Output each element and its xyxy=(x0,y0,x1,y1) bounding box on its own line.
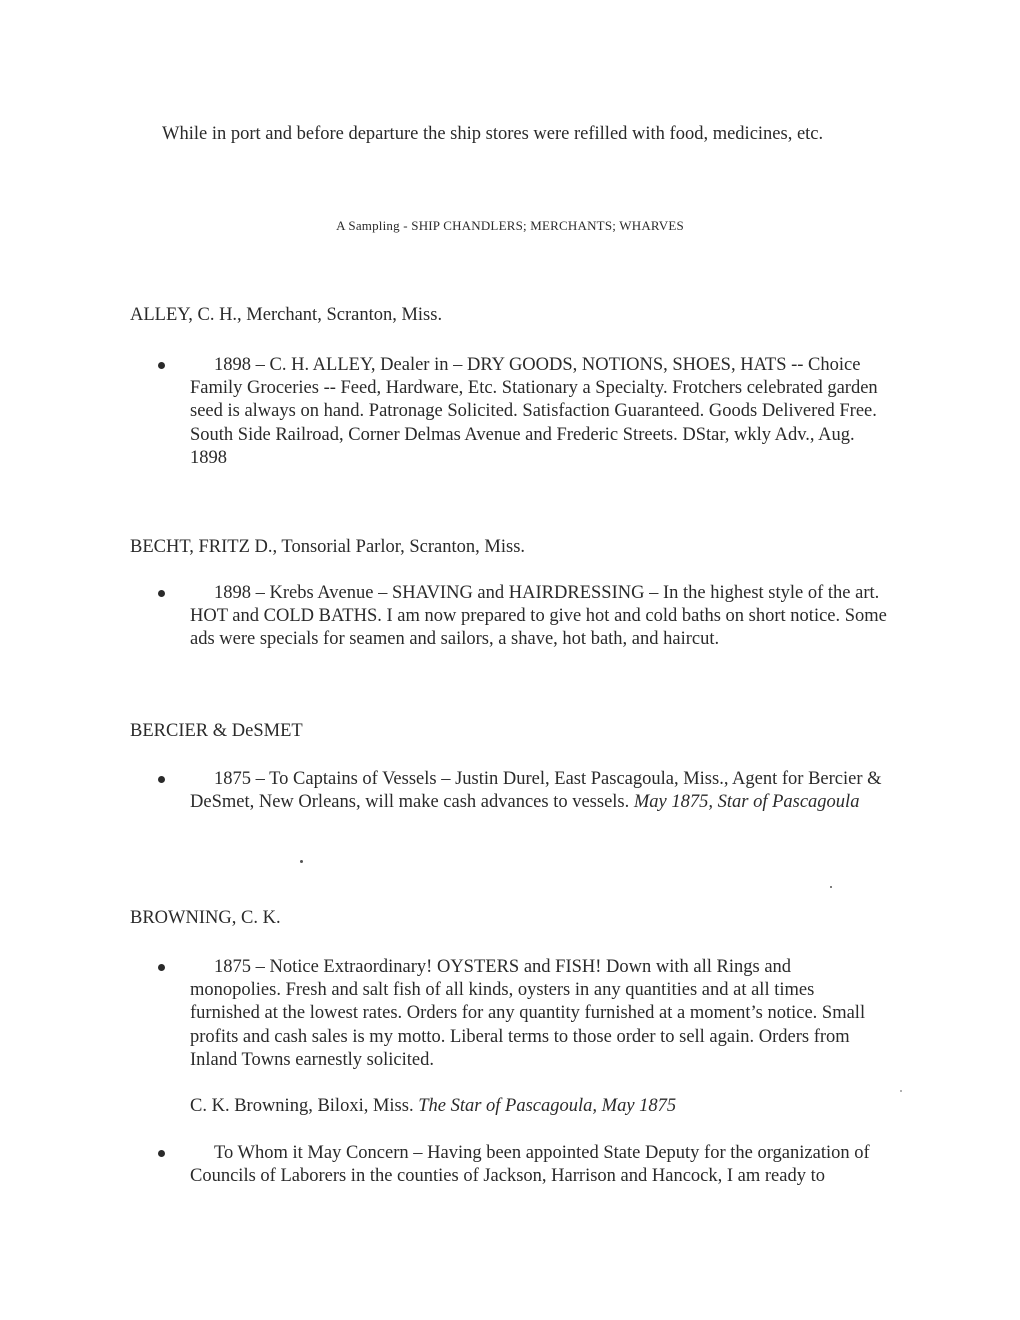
entry-heading-alley: ALLEY, C. H., Merchant, Scranton, Miss. xyxy=(130,305,443,325)
scan-speck xyxy=(830,886,832,888)
bullet-icon xyxy=(158,362,165,369)
entry-text-becht: 1898 – Krebs Avenue – SHAVING and HAIRDRESSING – In the highest style of the art. HOT and COLD BATHS. I am now prepared to give hot and cold baths on short notice. Some ads were specials for seamen and sailors, a shave, hot bath, and haircut. xyxy=(190,583,887,650)
signature-line: C. K. Browning, Biloxi, Miss. The Star of Pascagoula, May 1875 xyxy=(190,1096,677,1116)
bullet-icon xyxy=(158,964,165,971)
entry-text-browning-2: To Whom it May Concern – Having been appointed State Deputy for the organization of Councils of Laborers in the counties of Jackson, Harrison and Hancock, I am ready to xyxy=(190,1143,870,1187)
entry-heading-browning: BROWNING, C. K. xyxy=(130,908,281,928)
entry-text-bercier: 1875 – To Captains of Vessels – Justin Durel, East Pascagoula, Miss., Agent for Bercier & DeSmet, New Orleans, will make cash advances to vessels. May 1875, Star of Pascagoula xyxy=(190,769,882,813)
bullet-icon xyxy=(158,1150,165,1157)
entry-heading-becht: BECHT, FRITZ D., Tonsorial Parlor, Scranton, Miss. xyxy=(130,537,526,557)
bullet-icon xyxy=(158,776,165,783)
scan-speck xyxy=(300,860,303,863)
intro-text: While in port and before departure the ship stores were refilled with food, medicines, etc. xyxy=(162,124,824,144)
entry-text-browning-1: 1875 – Notice Extraordinary! OYSTERS and FISH! Down with all Rings and monopolies. Fresh and salt fish of all kinds, oysters in any quantities and at all times furnished at the lowest rates. Orders for any quantity furnished at a moment’s notice. Small profits and cash sales is my motto. Liberal terms to those order to sell again. Orders from Inland Towns earnestly solicited. xyxy=(190,957,866,1070)
entry-heading-bercier: BERCIER & DeSMET xyxy=(130,721,303,741)
section-heading: A Sampling - SHIP CHANDLERS; MERCHANTS; WHARVES xyxy=(336,218,684,233)
entry-text-alley: 1898 – C. H. ALLEY, Dealer in – DRY GOODS, NOTIONS, SHOES, HATS -- Choice Family Groceries -- Feed, Hardware, Etc. Stationary a Specialty. Frotchers celebrated garden seed is always on hand. Patronage Solicited. Satisfaction Guaranteed. Goods Delivered Free. South Side Railroad, Corner Delmas Avenue and Frederic Streets. DStar, wkly Adv., Aug. 1898 xyxy=(190,355,878,468)
bullet-icon xyxy=(158,590,165,597)
source-citation: May 1875, Star of Pascagoula xyxy=(633,792,860,813)
source-citation: The Star of Pascagoula, May 1875 xyxy=(418,1096,677,1116)
scan-speck xyxy=(900,1090,902,1092)
